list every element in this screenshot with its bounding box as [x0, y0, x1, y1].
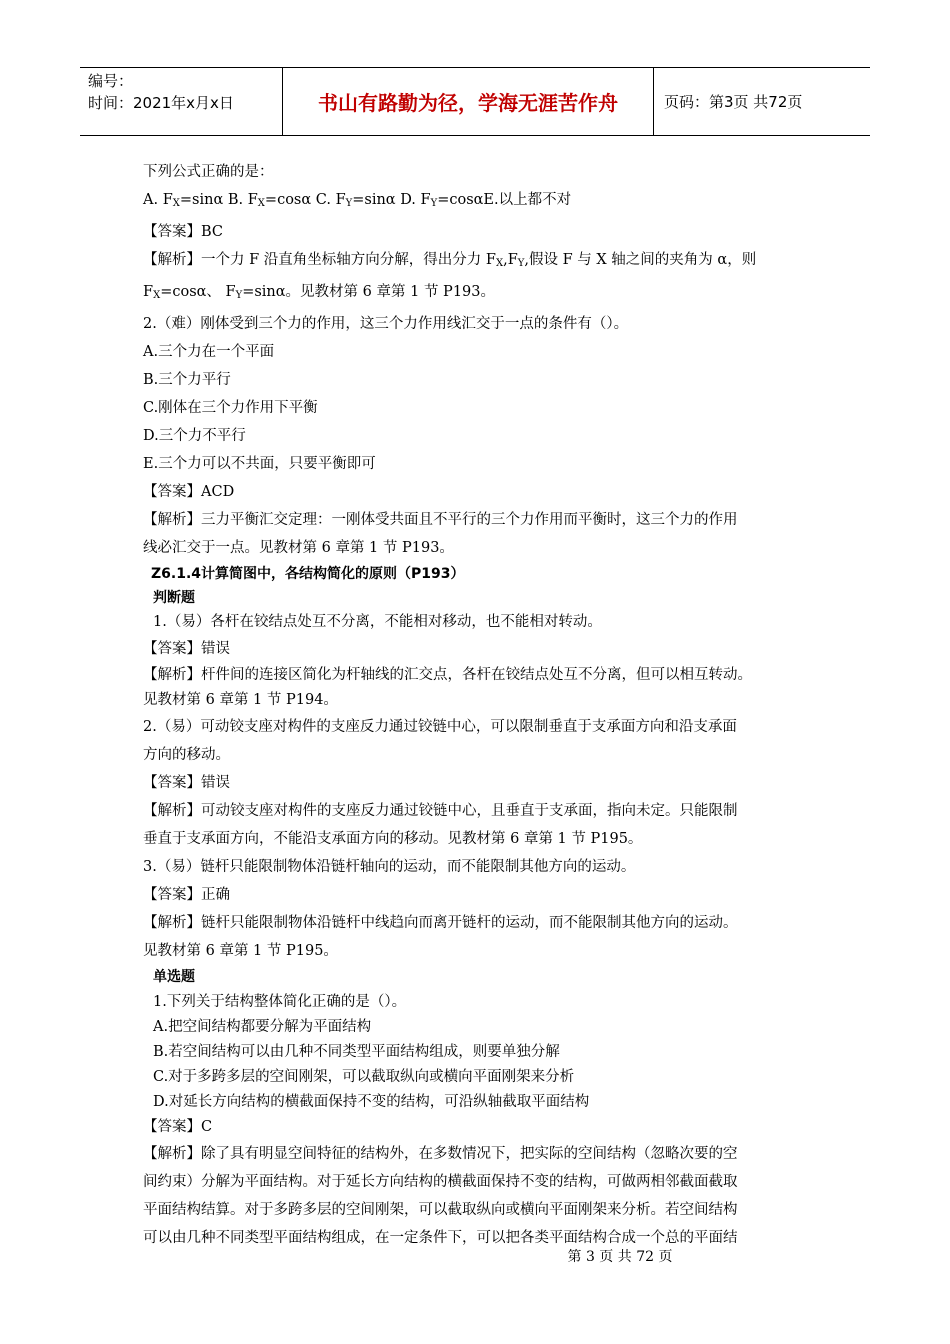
option-line: A.把空间结构都要分解为平面结构 [153, 1019, 372, 1035]
analysis-line: 垂直于支承面方向，不能沿支承面方向的移动。见教材第 6 章第 1 节 P195。 [143, 831, 643, 847]
option-line: B.三个力平行 [143, 372, 231, 388]
page-header [80, 67, 870, 136]
header-motto: 书山有路勤为径，学海无涯苦作舟 [283, 68, 654, 135]
analysis-line: 平面结构结算。对于多跨多层的空间刚架，可以截取纵向或横向平面刚架来分析。若空间结构 [143, 1202, 738, 1218]
header-meta [80, 68, 283, 135]
text-line: 下列公式正确的是： [143, 164, 274, 180]
analysis-line: 【解析】链杆只能限制物体沿链杆中线趋向而离开链杆的运动，而不能限制其他方向的运动。 [143, 915, 738, 931]
option-line: C.对于多跨多层的空间刚架，可以截取纵向或横向平面刚架来分析 [153, 1069, 575, 1085]
analysis-line: 【解析】可动铰支座对构件的支座反力通过铰链中心，且垂直于支承面，指向未定。只能限制 [143, 803, 738, 819]
question-line: 2.（易）可动铰支座对构件的支座反力通过铰链中心，可以限制垂直于支承面方向和沿支承面 [143, 719, 737, 735]
formula-options-line: A. $F_X=\sin\alpha$ B. $F_X=\cos\alpha$ C. $F_Y=\sin\alpha$ D. $F_Y=\cos\alpha E$.以上都不对 [143, 192, 572, 209]
time-label: 时间：2021年x月x日 [88, 94, 234, 112]
question-line: 3.（易）链杆只能限制物体沿链杆轴向的运动，而不能限制其他方向的运动。 [143, 859, 636, 875]
analysis-line: 间约束）分解为平面结构。对于延长方向结构的横截面保持不变的结构，可做两相邻截面截取 [143, 1174, 738, 1190]
analysis-line: 【解析】杆件间的连接区简化为杆轴线的汇交点，各杆在铰结点处互不分离，但可以相互转动。 [143, 667, 752, 683]
analysis-line: 线必汇交于一点。见教材第 6 章第 1 节 P193。 [143, 540, 454, 556]
header-page-info: 页码：第3页 共72页 [664, 93, 803, 111]
analysis-line: 可以由几种不同类型平面结构组成，在一定条件下，可以把各类平面结构合成一个总的平面结 [143, 1230, 738, 1246]
answer-line: 【答案】C [143, 1119, 213, 1135]
answer-line: 【答案】ACD [143, 484, 235, 500]
analysis-line: 【解析】三力平衡汇交定理：一刚体受共面且不平行的三个力作用而平衡时，这三个力的作用 [143, 512, 738, 528]
document-body [143, 158, 823, 1252]
option-line: D.对延长方向结构的横截面保持不变的结构，可沿纵轴截取平面结构 [153, 1094, 590, 1110]
number-label: 编号： [88, 72, 134, 90]
answer-line: 【答案】BC [143, 224, 224, 240]
answer-line: 【答案】错误 [143, 775, 230, 791]
option-line: A.三个力在一个平面 [143, 344, 275, 360]
analysis-line: 【解析】除了具有明显空间特征的结构外，在多数情况下，把实际的空间结构（忽略次要的空 [143, 1146, 738, 1162]
subsection-heading: 单选题 [153, 969, 195, 985]
answer-line: 【答案】正确 [143, 887, 230, 903]
page-footer: 第 3 页 共 72 页 [567, 1249, 673, 1265]
analysis-line: $F_X=\cos\alpha$、 $F_Y=\sin\alpha$。见教材第 6 章第 1 节 P193。 [143, 284, 495, 301]
question-line: 1.（易）各杆在铰结点处互不分离，不能相对移动，也不能相对转动。 [153, 614, 602, 630]
option-line: D.三个力不平行 [143, 428, 246, 444]
option-line: C.刚体在三个力作用下平衡 [143, 400, 318, 416]
section-heading: Z6.1.4计算简图中，各结构简化的原则（P193） [151, 566, 465, 582]
question-line: 2.（难）刚体受到三个力的作用，这三个力作用线汇交于一点的条件有（）。 [143, 316, 629, 332]
option-line: B.若空间结构可以由几种不同类型平面结构组成，则要单独分解 [153, 1044, 560, 1060]
subsection-heading: 判断题 [153, 590, 195, 606]
analysis-line: 【解析】一个力 F 沿直角坐标轴方向分解，得出分力 $F_X,F_Y$,假设 F 与 X 轴之间的夹角为 α，则 [143, 252, 757, 269]
question-line: 1.下列关于结构整体简化正确的是（）。 [153, 994, 407, 1010]
option-line: E.三个力可以不共面，只要平衡即可 [143, 456, 376, 472]
answer-line: 【答案】错误 [143, 641, 230, 657]
analysis-line: 见教材第 6 章第 1 节 P194。 [143, 692, 338, 708]
question-line: 方向的移动。 [143, 747, 230, 763]
analysis-line: 见教材第 6 章第 1 节 P195。 [143, 943, 338, 959]
